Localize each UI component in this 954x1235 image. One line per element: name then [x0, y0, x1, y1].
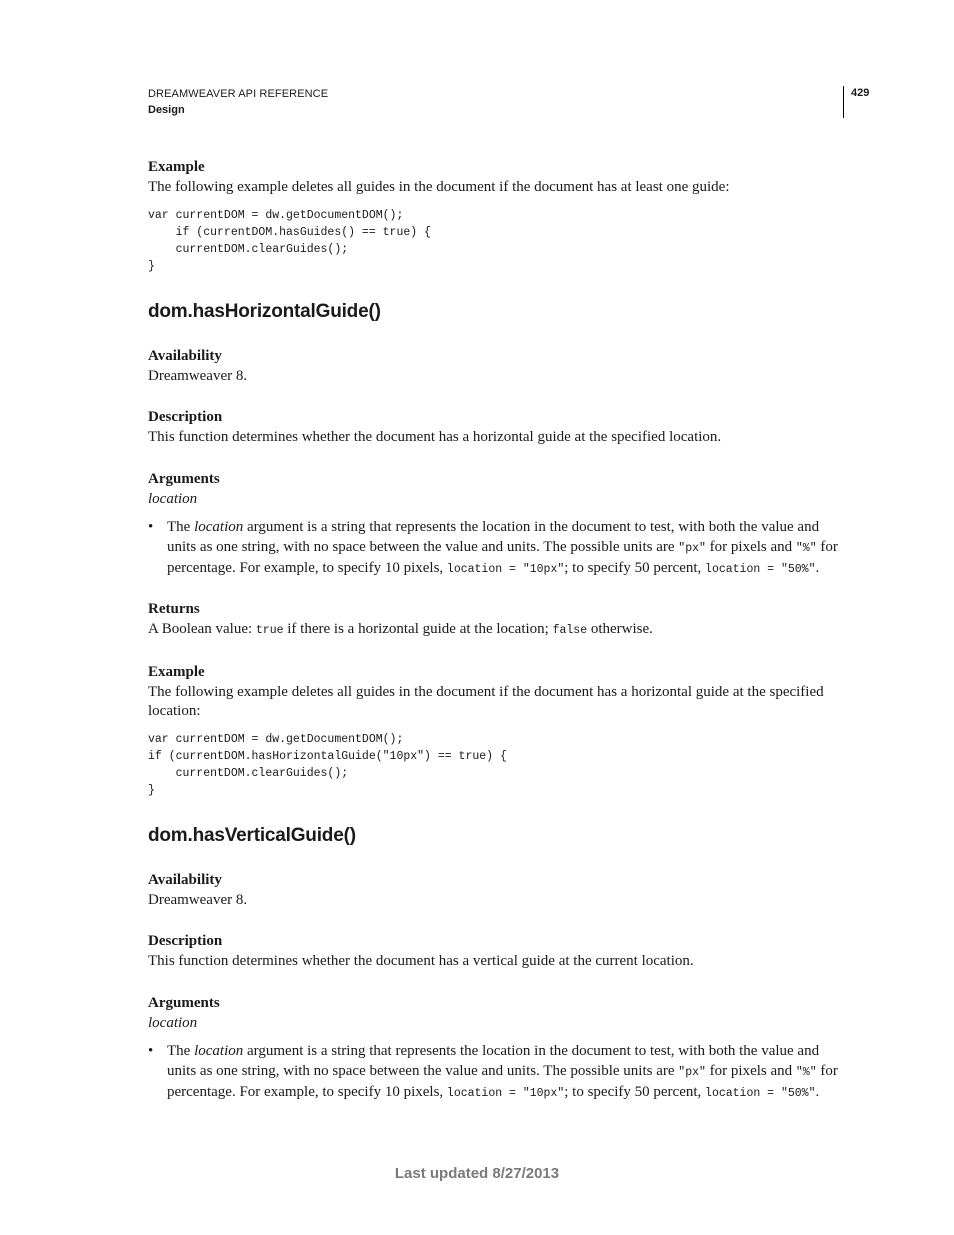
code-block: var currentDOM = dw.getDocumentDOM(); if (currentDOM.hasGuides() == true) { currentDOM.clearGuides(); } — [148, 208, 431, 273]
inline-code: location = "50%" — [705, 1086, 816, 1100]
inline-code: "px" — [678, 541, 706, 555]
inline-code: "%" — [795, 541, 817, 555]
bullet-arg: location — [194, 1043, 244, 1060]
inline-code: location = "10px" — [446, 562, 565, 576]
description-text: This function determines whether the document has a vertical guide at the current location. — [148, 953, 694, 970]
example-label: Example — [148, 663, 205, 680]
argument-name: location — [148, 490, 198, 507]
running-header-section: Design — [148, 104, 185, 116]
bullet-text: for percentage. For example, to specify 10 pixels, — [167, 1063, 838, 1100]
bullet-text: for pixels and — [705, 538, 796, 555]
example-text: The following example deletes all guides in the document if the document has at least one guide: — [148, 179, 730, 195]
inline-code: "%" — [795, 1066, 817, 1080]
bullet-text: ; to specify 50 percent, — [564, 1083, 706, 1100]
argument-bullet — [148, 518, 848, 579]
function-heading: dom.hasVerticalGuide() — [148, 824, 356, 846]
inline-code: "px" — [678, 1066, 706, 1080]
page-footer: Last updated 8/27/2013 — [394, 1165, 560, 1182]
argument-name: location — [148, 1014, 198, 1031]
bullet-arg: location — [194, 519, 244, 535]
running-header-title: DREAMWEAVER API REFERENCE — [148, 88, 329, 100]
description-text: This function determines whether the document has a horizontal guide at the specified location. — [148, 429, 722, 445]
availability-text: Dreamweaver 8. — [148, 891, 248, 908]
bullet-mark: • — [148, 519, 154, 535]
header-divider — [843, 86, 844, 118]
example-text: The following example deletes all guides in the document if the document has a horizontal guide at the specified location: — [148, 683, 824, 720]
arguments-label: Arguments — [148, 470, 220, 487]
description-label: Description — [148, 409, 223, 425]
bullet-mark: • — [148, 1043, 154, 1060]
availability-label: Availability — [148, 871, 222, 888]
bullet-text: argument is a string that represents the location in the document to test, with both the value and units as one string, with no space between the value and units. The possible units are — [167, 519, 820, 555]
bullet-text: for percentage. For example, to specify 10 pixels, — [167, 538, 838, 576]
bullet-text: . — [815, 1083, 820, 1100]
bullet-text: argument is a string that represents the location in the document to test, with both the value and units as one string, with no space between the value and units. The possible units are — [167, 1043, 820, 1080]
inline-code: location = "50%" — [705, 562, 816, 576]
returns-text-part: A Boolean value: — [148, 621, 256, 638]
returns-label: Returns — [148, 601, 200, 618]
inline-code: location = "10px" — [446, 1086, 565, 1100]
bullet-text: for pixels and — [705, 1063, 796, 1080]
bullet-text: . — [815, 559, 820, 576]
page-content — [148, 157, 848, 1104]
page-number: 429 — [851, 87, 870, 99]
inline-code: true — [255, 624, 284, 638]
availability-text: Dreamweaver 8. — [148, 367, 248, 384]
inline-code: false — [552, 624, 588, 638]
returns-text-part: otherwise. — [587, 621, 653, 638]
bullet-text: ; to specify 50 percent, — [564, 559, 706, 576]
returns-text-part: if there is a horizontal guide at the location; — [283, 621, 553, 638]
function-heading: dom.hasHorizontalGuide() — [148, 300, 381, 322]
availability-label: Availability — [148, 347, 222, 364]
code-block: var currentDOM = dw.getDocumentDOM(); if (currentDOM.hasHorizontalGuide("10px") == true) { currentDOM.clearGuides(); } — [148, 732, 507, 797]
returns-text — [148, 620, 848, 641]
bullet-text: The — [167, 1043, 195, 1060]
argument-bullet — [148, 1042, 848, 1103]
example-label: Example — [148, 159, 205, 175]
bullet-text: The — [167, 519, 195, 535]
description-label: Description — [148, 933, 223, 950]
arguments-label: Arguments — [148, 994, 220, 1011]
